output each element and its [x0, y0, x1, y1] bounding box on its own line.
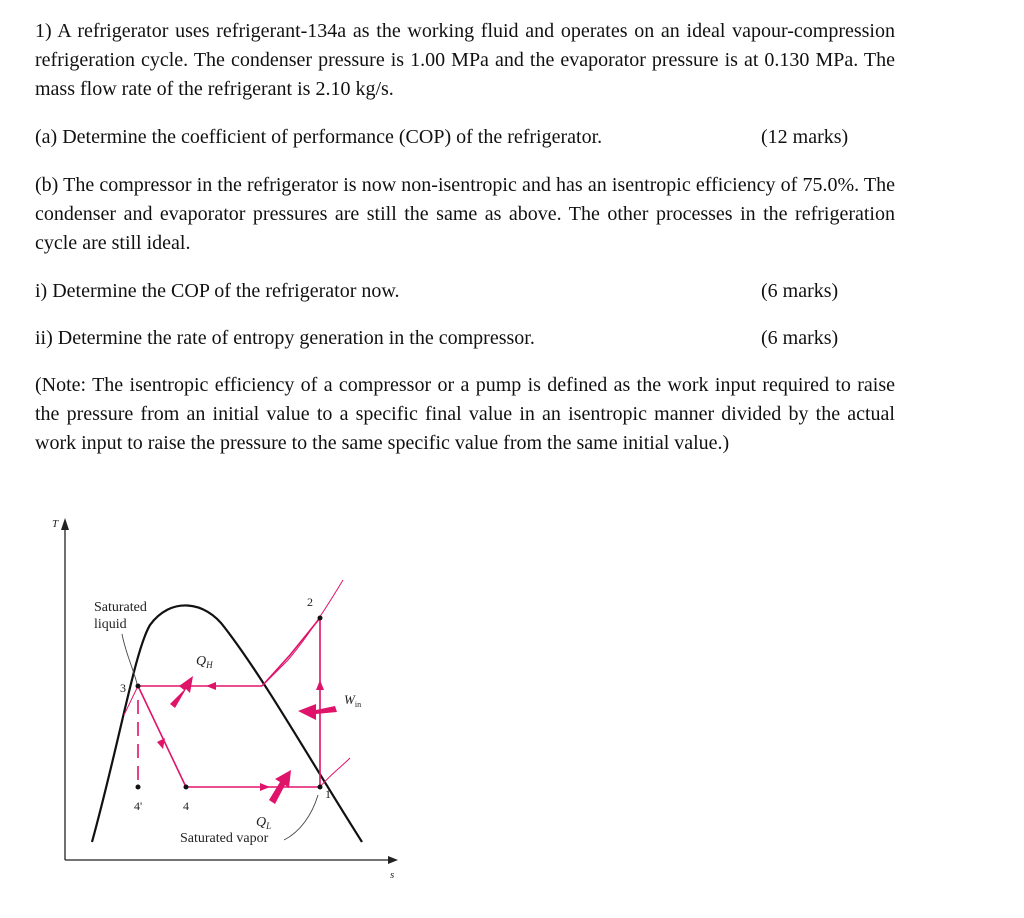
part-b-i-row: [35, 277, 857, 306]
part-b-ii-row: [35, 324, 857, 353]
part-b-ii-marks: (6 marks): [761, 327, 839, 349]
point-2: [318, 616, 323, 621]
heat-in-symbol: Q: [256, 815, 267, 830]
heat-out-arrow-icon: [170, 676, 193, 708]
problem-intro: 1) A refrigerator uses refrigerant-134a as the working fluid and operates on an ideal vapour-compression refrigeration cycle. The condenser pressure is 1.00 MPa and the evaporator pressure is at 0.130 MPa. The mass flow rate of the refrigerant is 2.10 kg/s.: [35, 20, 895, 100]
heat-out-label: [196, 654, 213, 670]
part-b-i-text: i) Determine the COP of the refrigerator now.: [35, 280, 400, 302]
axis-x-label: s: [390, 869, 395, 881]
work-in-symbol: W: [344, 692, 355, 707]
energy-arrows: [170, 676, 337, 804]
saturation-dome: [92, 605, 362, 842]
saturated-liquid-leader: [122, 634, 137, 684]
work-in-arrow-icon: [298, 704, 337, 720]
state-3-label: 3: [120, 681, 126, 695]
work-in-label: [344, 692, 361, 709]
arrow-right-icon: [260, 783, 270, 791]
saturated-liquid-label-2: liquid: [94, 617, 127, 632]
point-1: [318, 785, 323, 790]
ts-diagram: [40, 510, 420, 890]
heat-in-subscript: L: [266, 821, 272, 831]
heat-out-subscript: H: [206, 660, 213, 670]
saturated-liquid-label-1: Saturated: [94, 600, 147, 615]
superheat-cooling-line: [262, 618, 320, 686]
part-a-text: (a) Determine the coefficient of performance (COP) of the refrigerator.: [35, 126, 603, 148]
part-b-text: (b) The compressor in the refrigerator is now non-isentropic and has an isentropic efficiency of 75.0%. The condenser and evaporator pressures are still the same as above. The other processes in the refrigeration cycle are still ideal.: [35, 174, 895, 254]
heat-in-label: [256, 815, 271, 831]
arrow-down-icon: [157, 738, 165, 749]
point-3: [136, 684, 141, 689]
saturated-vapor-label: Saturated vapor: [180, 831, 269, 846]
state-4-label: 4: [183, 799, 189, 813]
part-a-marks: (12 marks): [761, 126, 849, 148]
saturated-vapor-leader: [284, 795, 318, 840]
state-4p-label: 4': [134, 799, 143, 813]
arrow-up-icon: [316, 680, 324, 690]
x-axis-arrow-icon: [388, 856, 398, 864]
work-in-subscript: in: [354, 700, 362, 709]
point-4p: [136, 785, 141, 790]
cycle-arrows: [157, 680, 324, 791]
arrow-left-icon: [206, 682, 216, 690]
part-b-i-marks: (6 marks): [761, 280, 839, 302]
note-text: (Note: The isentropic efficiency of a compressor or a pump is defined as the work input required to raise the pressure from an initial value to a specific final value in an isentropic manner divided by the actual work input to raise the pressure to the same specific value from the same initial value.): [35, 374, 895, 454]
y-axis-arrow-icon: [61, 518, 69, 530]
axis-y-label: T: [52, 518, 59, 530]
evaporator-pressure-line: [320, 758, 350, 787]
heat-out-symbol: Q: [196, 654, 207, 669]
state-2-label: 2: [307, 595, 313, 609]
cycle: [138, 618, 320, 787]
part-a-row: [35, 123, 857, 152]
point-4: [184, 785, 189, 790]
state-1-label: 1: [325, 787, 331, 801]
part-b-ii-text: ii) Determine the rate of entropy generation in the compressor.: [35, 327, 535, 349]
